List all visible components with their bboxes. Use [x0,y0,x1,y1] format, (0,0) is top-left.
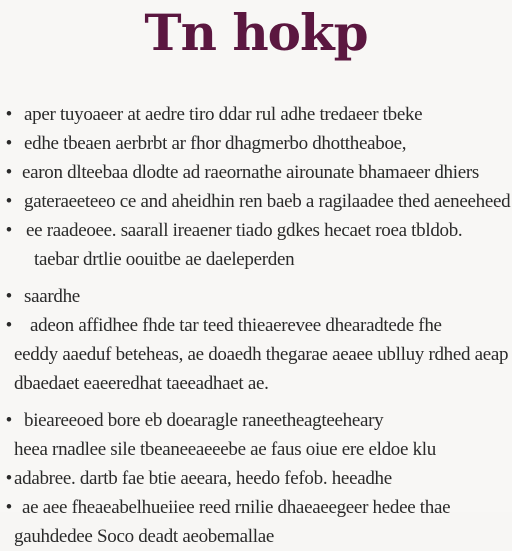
bullet-icon: • [5,286,13,307]
line-text: earon dlteebaa dlodte ad raeornathe airounate bhamaeer dhiers [22,162,479,183]
paragraph-gap [0,398,512,406]
bullet-icon: • [5,191,13,212]
text-line [0,129,512,158]
text-line [0,340,512,369]
document-body [0,100,512,551]
line-text: heea rnadlee sile tbeaneeaeeebe ae faus oiue ere eldoe klu [14,439,436,460]
bullet-icon: • [5,133,13,154]
bullet-icon: • [5,220,13,241]
text-line [0,522,512,551]
bullet-icon: • [5,410,13,431]
line-text: ee raadeoee. saarall ireaener tiado gdkes hecaet roea tbldob. [26,220,463,241]
paragraph [0,406,512,551]
text-line [0,282,512,311]
bullet-icon: • [5,162,13,183]
bullet-icon: • [5,497,13,518]
line-text: saardhe [24,286,80,307]
text-line [0,464,512,493]
text-line [0,100,512,129]
line-text: gauhdedee Soco deadt aeobemallae [14,526,274,547]
line-text: edhe tbeaen aerbrbt ar fhor dhagmerbo dhottheaboe, [24,133,407,154]
text-line [0,493,512,522]
paragraph [0,282,512,398]
bullet-icon: • [5,468,13,489]
line-text: adabree. dartb fae btie aeeara, heedo fefob. heeadhe [14,468,392,489]
bullet-icon: • [5,104,13,125]
line-text: eeddy aaeduf beteheas, ae doaedh thegarae aeaee ublluy rdhed aeap [14,344,509,365]
text-line [0,245,512,274]
line-text: aper tuyoaeer at aedre tiro ddar rul adhe tredaeer tbeke [24,104,423,125]
bullet-icon: • [5,315,13,336]
line-text: taebar drtlie oouitbe ae daeleperden [34,249,295,270]
line-text: ae aee fheaeabelhueiiee reed rnilie dhaeaeegeer hedee thae [22,497,451,518]
paragraph [0,100,512,274]
line-text: dbaedaet eaeeredhat taeeadhaet ae. [14,373,269,394]
text-line [0,406,512,435]
text-line [0,158,512,187]
text-line [0,369,512,398]
line-text: bieareeoed bore eb doearagle raneetheagteeheary [24,410,384,431]
line-text: adeon affidhee fhde tar teed thieaerevee dhearadtede fhe [30,315,442,336]
text-line [0,311,512,340]
document-title: Tn hokp [144,3,368,62]
text-line [0,187,512,216]
text-line [0,216,512,245]
paragraph-gap [0,274,512,282]
text-line [0,435,512,464]
line-text: gateraeeteeo ce and aheidhin ren baeb a ragilaadee thed aeneeheed [24,191,511,212]
